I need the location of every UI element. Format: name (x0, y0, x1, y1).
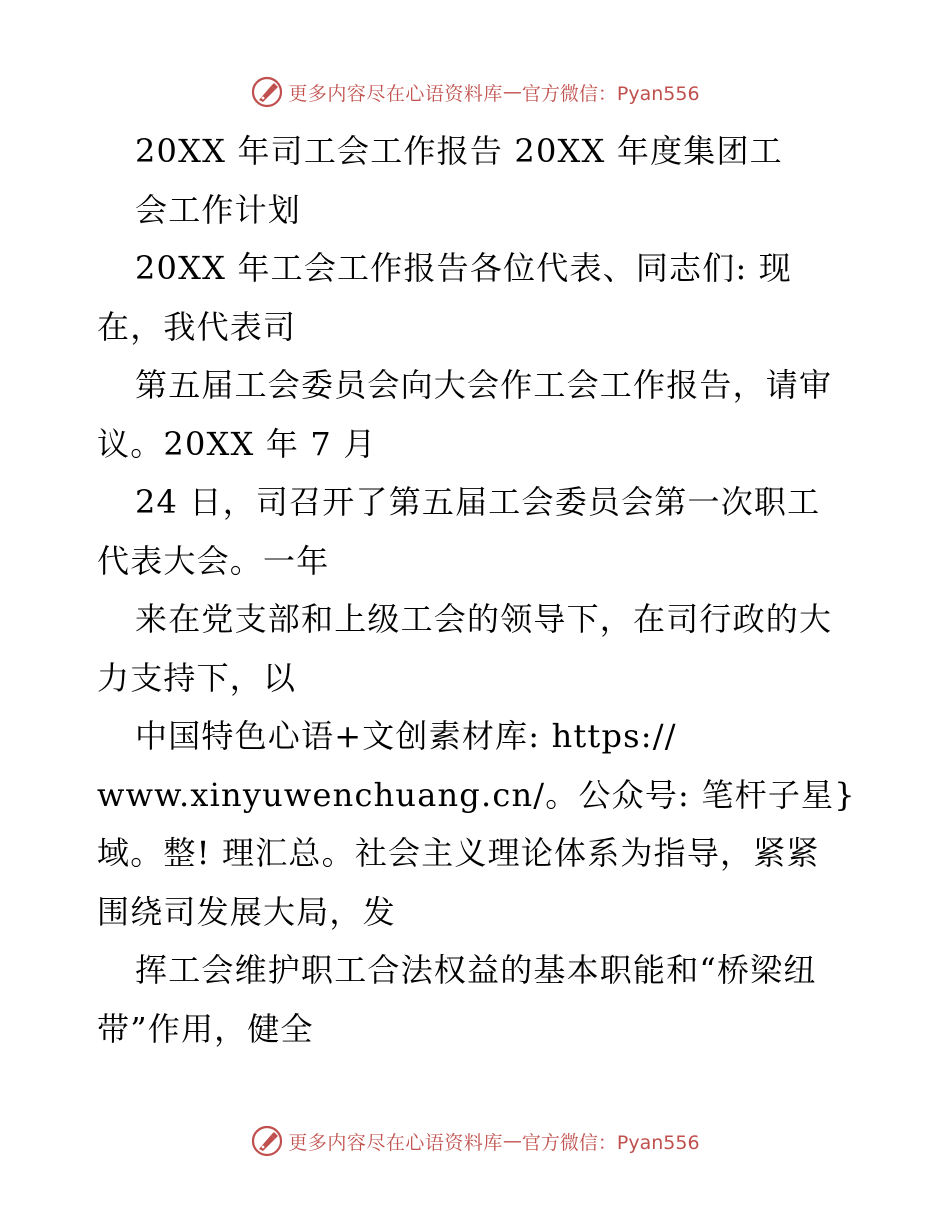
banner-title: 更多内容尽在心语资料库 (288, 82, 503, 105)
header-banner (0, 72, 950, 112)
text-line: 在，我代表司 (97, 307, 297, 346)
banner-title: 更多内容尽在心语资料库 (288, 1131, 503, 1154)
text-line: 议。20XX 年 7 月 (97, 424, 377, 463)
text-line: www.xinyuwenchuang.cn/。公众号: 笔杆子星} (97, 775, 856, 814)
banner-wechat: 官方微信：Pyan556 (521, 1131, 700, 1154)
text-line: 会工作计划 (135, 190, 302, 229)
pen-nib-icon (250, 1124, 284, 1158)
text-line: 带”作用，健全 (97, 1009, 314, 1048)
text-line: 挥工会维护职工合法权益的基本职能和“桥梁纽 (135, 951, 817, 989)
text-line: 24 日，司召开了第五届工会委员会第一次职工 (135, 483, 821, 521)
banner-wechat: 官方微信：Pyan556 (521, 82, 700, 105)
text-line: 第五届工会委员会向大会作工会工作报告，请审 (135, 366, 833, 404)
text-line: 中国特色心语+文创素材库: https:// (135, 717, 677, 755)
text-line: 20XX 年司工会工作报告 20XX 年度集团工 (135, 132, 783, 170)
text-line: 力支持下，以 (97, 658, 297, 697)
text-line: 围绕司发展大局，发 (97, 892, 396, 931)
footer-banner (0, 1121, 950, 1161)
document-body (97, 122, 857, 1058)
banner-separator: — (502, 1130, 522, 1152)
pen-nib-icon (250, 75, 284, 109)
text-line: 域。整! 理汇总。社会主义理论体系为指导，紧紧 (97, 834, 820, 872)
text-line: 来在党支部和上级工会的领导下，在司行政的大 (135, 600, 833, 638)
banner-separator: — (502, 81, 522, 103)
text-line: 20XX 年工会工作报告各位代表、同志们: 现 (135, 249, 793, 287)
text-line: 代表大会。一年 (97, 541, 330, 580)
